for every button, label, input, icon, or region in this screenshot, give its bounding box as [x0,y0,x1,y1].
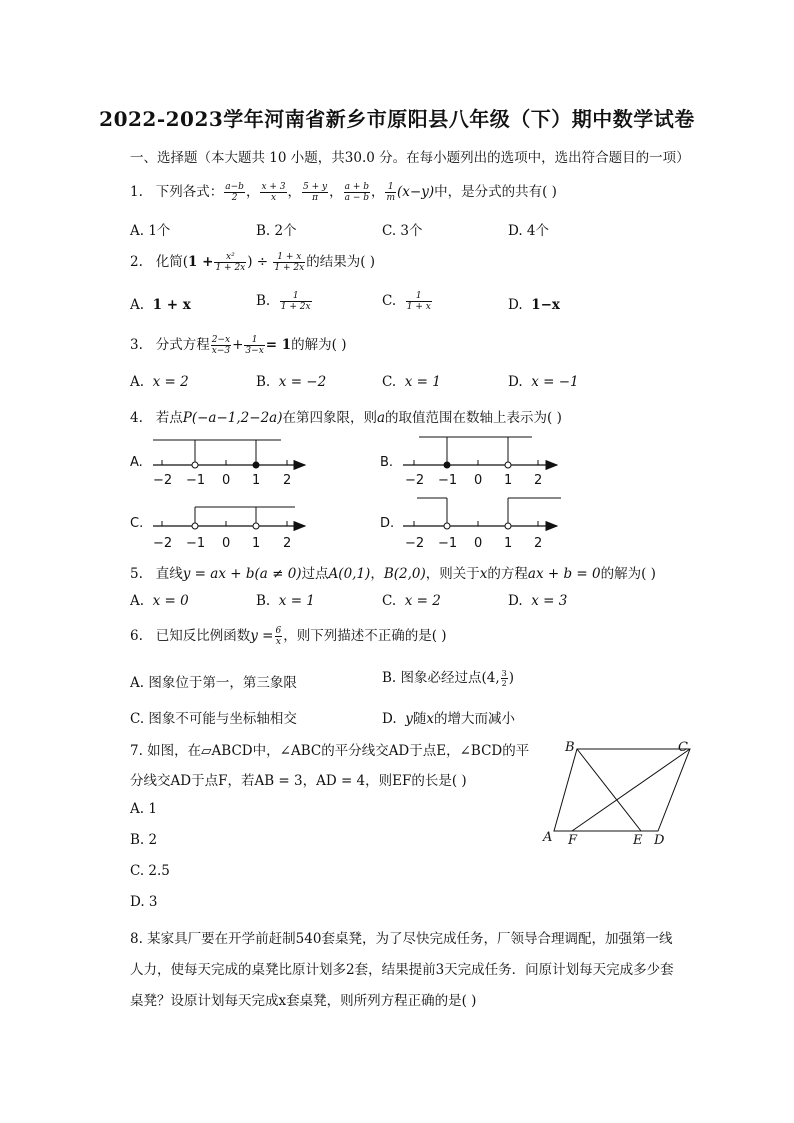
question-8-line-1: 8. 某家具厂要在开学前赶制540套桌凳，为了尽快完成任务，厂领导合理调配，加强第一线 [130,931,673,947]
option-d[interactable]: D. 1−x [508,297,560,313]
option-b-number-line[interactable] [380,437,557,488]
variable: a [376,410,386,426]
question-7-line-2: 分线交AD于点F，若AB = 3，AD = 4，则EF的长是( ) [130,773,467,789]
option-a[interactable]: A. 图象位于第一，第三象限 [130,675,297,691]
question-stem: 直线 [155,566,183,582]
separator: ， [370,184,385,200]
fraction: $\frac{a-b}{2}$ [225,182,244,203]
math-expression: (x−y) [397,184,435,200]
option-c[interactable]: C. $\frac{1}{1 + x}$ [382,291,431,312]
option-a[interactable]: A. 1个 [130,223,171,239]
question-5 [130,562,656,582]
number-line-options [125,428,575,558]
question-stem: 若点 [155,410,183,426]
operator: ) ÷ [247,254,269,270]
option-d[interactable]: D. 3 [130,894,158,910]
option-c[interactable]: C. 3个 [382,223,423,239]
fraction: $\frac{5 + y}{\pi}$ [303,182,328,203]
question-4 [130,406,562,426]
option-d-number-line[interactable] [380,498,561,551]
svg-text:2: 2 [283,536,292,551]
point-label-c: C [678,740,688,755]
svg-text:2: 2 [283,473,292,488]
option-c-number-line[interactable] [130,507,305,551]
option-d[interactable]: D. 4个 [508,223,550,239]
svg-text:1: 1 [504,536,513,551]
option-a[interactable]: A. 1 [130,801,157,817]
variable: x [479,566,488,582]
point-expression: P(−a−1,2−2a) [182,410,283,426]
fraction: $\frac{6}{x}$ [275,626,282,647]
question-stem-end: 的解为( ) [600,566,656,582]
question-stem-end: 的解为( ) [291,337,347,353]
option-b[interactable]: B. $\frac{1}{1 + 2x}$ [256,291,311,312]
svg-text:0: 0 [222,536,231,551]
parallelogram-figure [538,735,698,855]
option-label: C. [130,516,144,531]
math-expression: = 1 [265,337,292,353]
option-b[interactable]: B. 2 [130,832,158,848]
option-b[interactable]: B. 2个 [256,223,297,239]
question-number: 5. [130,566,143,582]
question-number: 3. [130,337,143,353]
option-a[interactable]: A. x = 2 [130,374,189,390]
option-c[interactable]: C. x = 2 [382,593,441,609]
section-heading: 一、选择题（本大题共 10 小题，共30.0 分。在每小题列出的选项中，选出符合题目的一项） [130,150,690,166]
question-stem: 下列各式： [155,184,224,200]
question-8-line-2: 人力，使每天完成的桌凳比原计划多2套，结果提前3天完成任务．问原计划每天完成多少套 [130,962,674,978]
question-stem: ，则关于 [425,566,480,582]
question-stem: 在第四象限，则 [282,410,377,426]
option-c[interactable]: C. x = 1 [382,374,441,390]
question-stem-end: ，则下列描述不正确的是( ) [283,628,447,644]
svg-text:−2: −2 [153,473,173,488]
svg-text:−2: −2 [405,473,425,488]
option-label: D. [380,516,395,531]
math-expression: y = ax + b(a ≠ 0) [182,566,302,582]
svg-text:0: 0 [474,473,483,488]
svg-text:−2: −2 [405,536,425,551]
question-7-line-1: 7. 如图，在▱ABCD中，∠ABC的平分线交AD于点E，∠BCD的平 [130,743,530,759]
svg-text:0: 0 [222,473,231,488]
option-d[interactable]: D. x = 3 [508,593,568,609]
point-label-f: F [568,833,578,848]
point-label-a: A [543,830,553,845]
option-c[interactable]: C. 2.5 [130,863,170,879]
svg-text:2: 2 [534,536,543,551]
question-stem: 过点 [301,566,329,582]
option-b[interactable]: B. x = 1 [256,593,315,609]
svg-text:1: 1 [252,473,261,488]
point-label-e: E [633,833,643,848]
exam-title: 2022-2023学年河南省新乡市原阳县八年级（下）期中数学试卷 [99,107,695,131]
separator: ， [245,184,260,200]
question-6 [130,624,447,647]
question-stem: 化简( [155,254,189,270]
operator: + [232,337,244,353]
option-d[interactable]: D. y随x的增大而减小 [382,711,515,727]
point-label-d: D [654,833,665,848]
point-expression: A(0,1) [328,566,371,582]
option-c[interactable]: C. 图象不可能与坐标轴相交 [130,711,297,727]
question-number: 2. [130,254,143,270]
svg-text:−1: −1 [438,473,458,488]
svg-text:1: 1 [252,536,261,551]
question-stem-end: 中，是分式的共有( ) [434,184,557,200]
separator: ， [370,566,384,582]
math-expression: 1 + [188,254,214,270]
option-d[interactable]: D. x = −1 [508,374,579,390]
question-stem: 的方程 [487,566,528,582]
svg-text:−1: −1 [438,536,458,551]
fraction: $\frac{1}{m}$ [386,182,396,203]
math-expression: y = [250,628,274,644]
fraction: $\frac{x + 3}{x}$ [261,182,286,203]
point-label-b: B [565,740,575,755]
option-label: A. [130,455,143,470]
question-stem-end: 的取值范围在数轴上表示为( ) [385,410,562,426]
svg-text:−1: −1 [186,536,206,551]
option-a[interactable]: A. 1 + x [130,297,191,313]
fraction: $\frac{1 + x}{1 + 2x}$ [274,252,305,273]
separator: ， [329,184,343,200]
math-expression: ax + b = 0 [527,566,601,582]
question-2 [130,250,375,273]
svg-text:−2: −2 [153,536,173,551]
question-number: 4. [130,410,143,426]
question-stem: 分式方程 [155,337,210,353]
option-b[interactable]: B. 图象必经过点(4, $\frac{3}{2}$ ) [382,669,515,688]
point-expression: B(2,0) [383,566,426,582]
question-stem-end: 的结果为( ) [306,254,376,270]
question-3 [130,333,347,356]
svg-text:0: 0 [474,536,483,551]
svg-text:1: 1 [504,473,513,488]
fraction: $\frac{1}{3-x}$ [245,335,264,356]
question-number: 1. [130,184,143,200]
question-1 [130,180,557,203]
svg-text:−1: −1 [186,473,206,488]
fraction: $\frac{2-x}{x-3}$ [211,335,231,356]
question-stem: 已知反比例函数 [155,628,251,644]
fraction: $\frac{a + b}{a - b}$ [344,182,369,203]
option-a-number-line[interactable] [130,440,305,488]
option-label: B. [380,455,394,470]
separator: ， [287,184,302,200]
option-b[interactable]: B. x = −2 [256,374,327,390]
question-8-line-3: 桌凳？设原计划每天完成x套桌凳，则所列方程正确的是( ) [130,993,477,1009]
fraction: $\frac{\text{x²}}{1 + 2x}$ [215,252,246,273]
question-number: 6. [130,628,143,644]
option-a[interactable]: A. x = 0 [130,593,189,609]
svg-text:2: 2 [534,473,543,488]
